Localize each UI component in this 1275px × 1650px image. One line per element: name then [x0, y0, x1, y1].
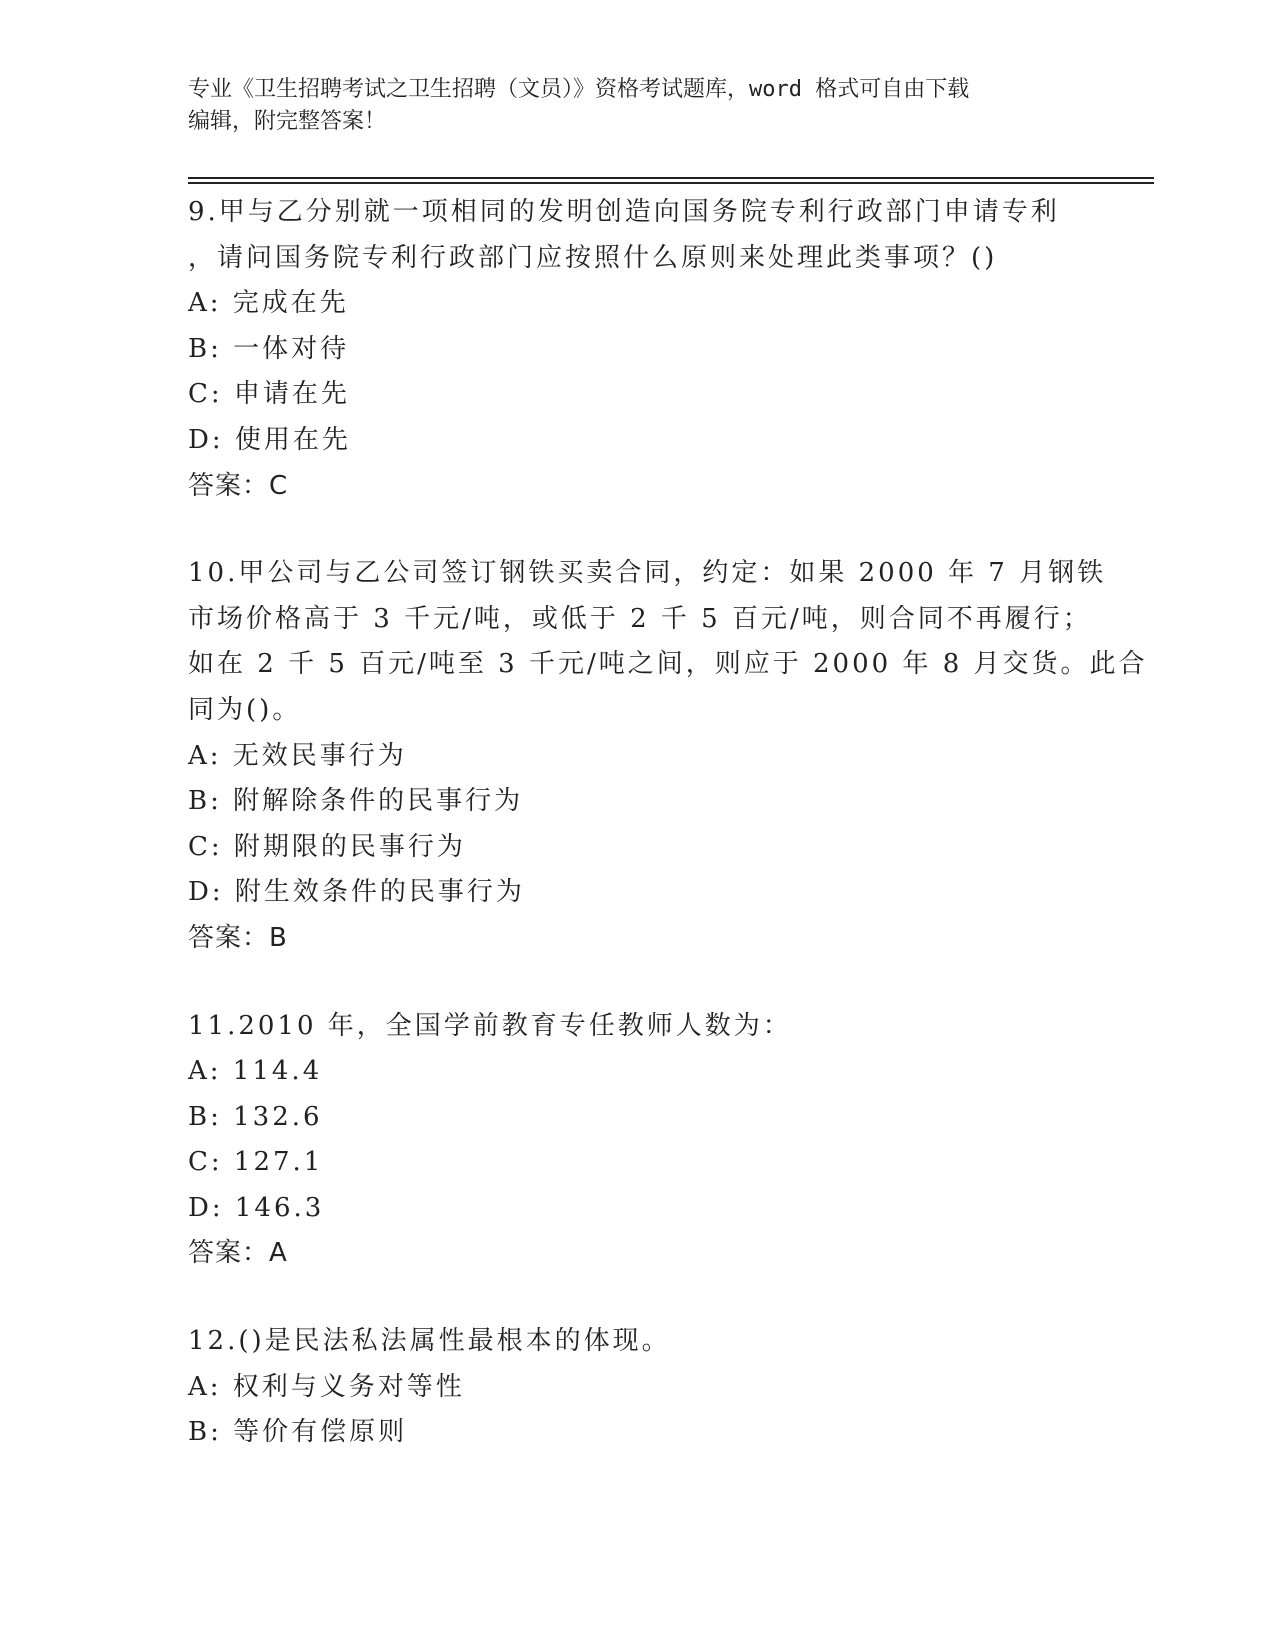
header-divider-top	[188, 177, 1154, 179]
question-stem-line: 如在 2 千 5 百元/吨至 3 千元/吨之间，则应于 2000 年 8 月交货。此合	[188, 649, 1148, 680]
option-a: A: 无效民事行为	[188, 740, 407, 771]
question-stem-line: 10.甲公司与乙公司签订钢铁买卖合同，约定：如果 2000 年 7 月钢铁	[188, 558, 1107, 589]
question-stem-line: 12.()是民法私法属性最根本的体现。	[188, 1326, 671, 1357]
option-c: C: 申请在先	[188, 379, 350, 410]
question-stem-line: 同为()。	[188, 694, 302, 725]
question-stem-line: ，请问国务院专利行政部门应按照什么原则来处理此类事项？()	[188, 242, 998, 273]
question-9	[188, 190, 1168, 509]
question-10	[188, 551, 1168, 961]
question-12	[188, 1319, 1168, 1456]
option-d: D: 146.3	[188, 1192, 325, 1223]
answer: 答案：C	[188, 470, 289, 501]
option-c: C: 127.1	[188, 1147, 324, 1178]
option-b: B: 一体对待	[188, 333, 350, 364]
answer: 答案：B	[188, 922, 288, 953]
answer: 答案：A	[188, 1238, 288, 1269]
option-a: A: 114.4	[188, 1056, 323, 1087]
option-c: C: 附期限的民事行为	[188, 831, 466, 862]
question-stem-line: 9.甲与乙分别就一项相同的发明创造向国务院专利行政部门申请专利	[188, 197, 1060, 227]
option-b: B: 等价有偿原则	[188, 1417, 408, 1448]
question-list	[188, 190, 1168, 1498]
option-a: A: 权利与义务对等性	[188, 1371, 465, 1402]
question-stem-line: 市场价格高于 3 千元/吨，或低于 2 千 5 百元/吨，则合同不再履行；	[188, 603, 1092, 634]
header-line-2: 编辑，附完整答案！	[188, 109, 387, 134]
option-a: A: 完成在先	[188, 288, 349, 319]
option-d: D: 附生效条件的民事行为	[188, 877, 525, 908]
document-header	[188, 74, 1088, 138]
option-b: B: 132.6	[188, 1101, 323, 1132]
question-stem-line: 11.2010 年，全国学前教育专任教师人数为：	[188, 1010, 792, 1041]
question-11	[188, 1004, 1168, 1278]
option-b: B: 附解除条件的民事行为	[188, 786, 524, 817]
header-divider-bottom	[188, 182, 1154, 184]
header-line-1: 专业《卫生招聘考试之卫生招聘（文员）》资格考试题库，word 格式可自由下载	[188, 77, 970, 102]
option-d: D: 使用在先	[188, 424, 351, 455]
